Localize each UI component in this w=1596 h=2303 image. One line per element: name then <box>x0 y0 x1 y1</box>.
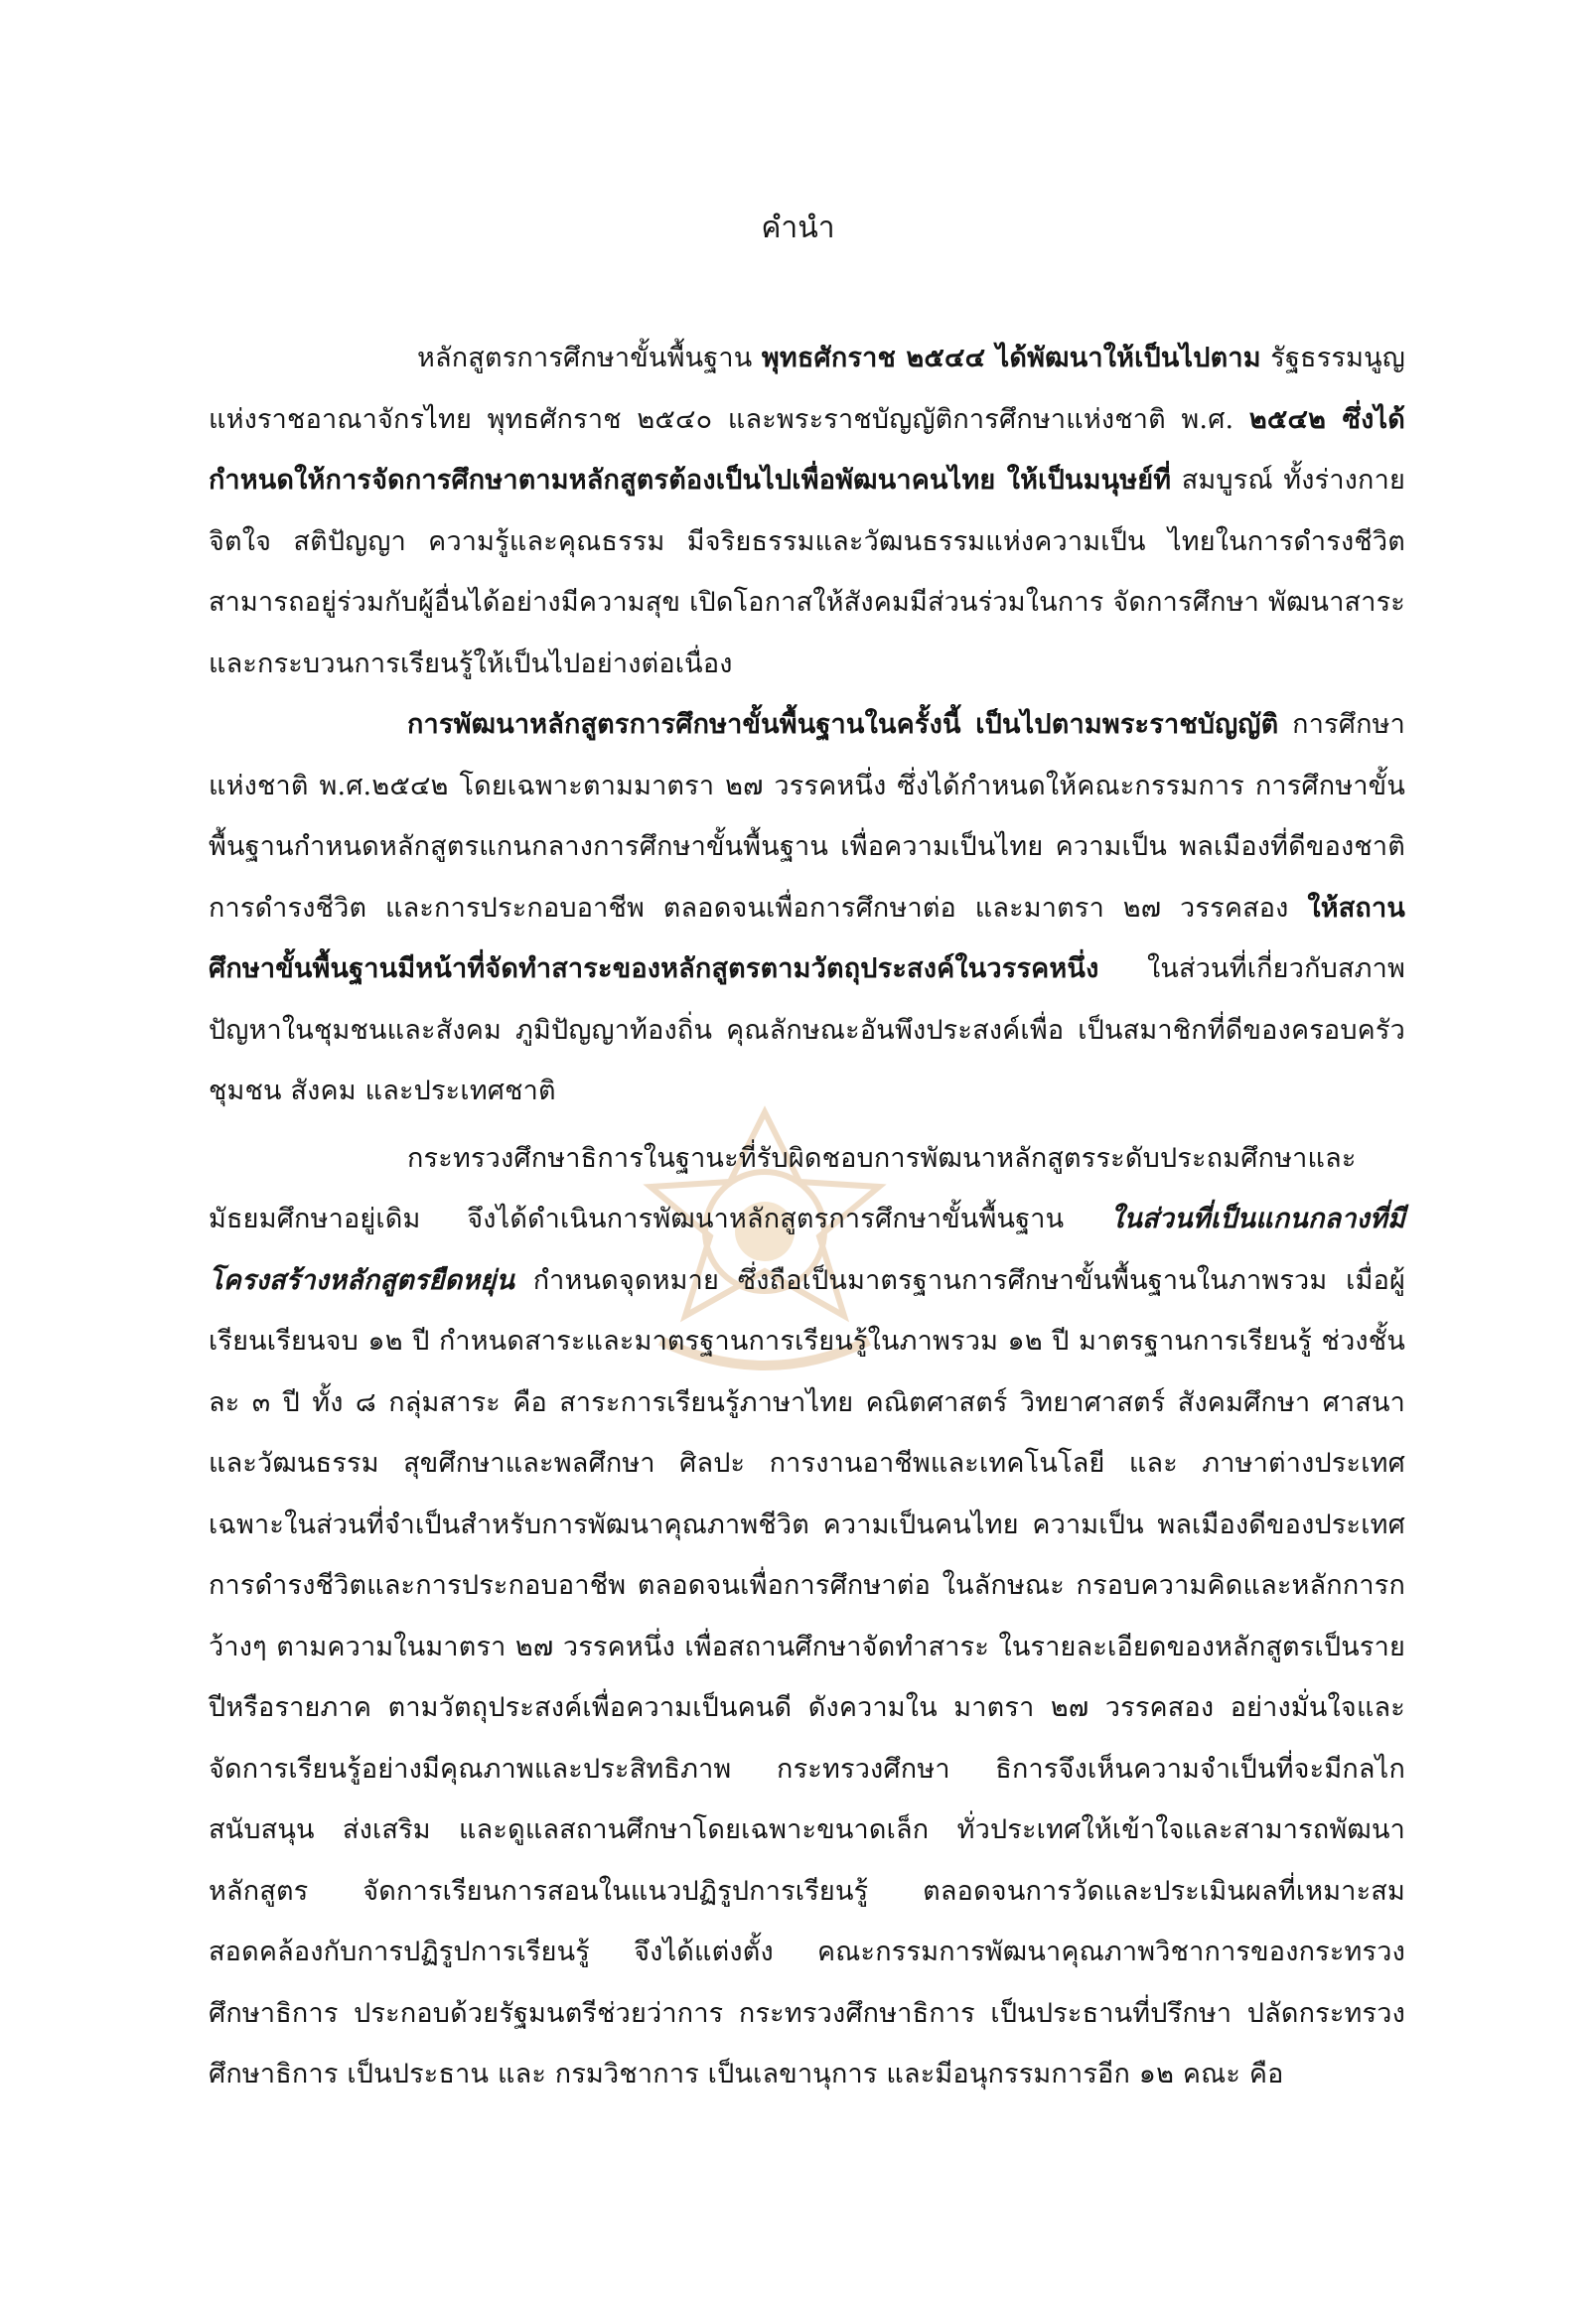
paragraph-2-segment-4: ในส่วนที่เกี่ยวกับสภาพปัญหาในชุมชนและสังคม ภูมิปัญญาท้องถิ่น คุณลักษณะอันพึงประสงค์เพื่อ เป็นสมาชิกที่ดีของครอบครัว ชุมชน สังคม และประเทศชาติ <box>209 953 1405 1106</box>
paragraph-1-segment-4: ๒๕๔๒ ซึ่งได้กำหนดให้การจัดการศึกษาตามหลักสูตรต้องเป็นไปเพื่อพัฒนาคนไทย ให้เป็นมนุษย์ที่ <box>209 403 1405 496</box>
paragraph-3-segment-1: กระทรวงศึกษาธิการในฐานะที่รับผิดชอบการพัฒนาหลักสูตรระดับประถมศึกษาและ มัธยมศึกษาอยู่เดิม จึงได้ดำเนินการพัฒนาหลักสูตรการศึกษาขั้นพื้นฐาน <box>209 1142 1357 1234</box>
paragraph-1-segment-3: รัฐธรรมนูญแห่งราชอาณาจักรไทย พุทธศักราช ๒๕๔๐ และพระราชบัญญัติการศึกษาแห่งชาติ พ.ศ. <box>209 343 1405 435</box>
paragraph-1-segment-5: สมบูรณ์ ทั้งร่างกาย จิตใจ สติปัญญา ความรู้และคุณธรรม มีจริยธรรมและวัฒนธรรมแห่งความเป็น ไทยในการดำรงชีวิต สามารถอยู่ร่วมกับผู้อื่นได้อย่างมีความสุข เปิดโอกาสให้สังคมมีส่วนร่วมในการ จัดการศึกษา พัฒนาสาระ และกระบวนการเรียนรู้ให้เป็นไปอย่างต่อเนื่อง <box>209 465 1405 679</box>
paragraph-3-segment-3: กำหนดจุดหมาย ซึ่งถือเป็นมาตรฐานการศึกษาขั้นพื้นฐานในภาพรวม เมื่อผู้เรียนเรียนจบ ๑๒ ปี กำหนดสาระและมาตรฐานการเรียนรู้ในภาพรวม ๑๒ ปี มาตรฐานการเรียนรู้ ช่วงชั้นละ ๓ ปี ทั้ง ๘ กลุ่มสาระ คือ สาระการเรียนรู้ภาษาไทย คณิตศาสตร์ วิทยาศาสตร์ สังคมศึกษา ศาสนาและวัฒนธรรม สุขศึกษาและพลศึกษา ศิลปะ การงานอาชีพและเทคโนโลยี และ ภาษาต่างประเทศ เฉพาะในส่วนที่จำเป็นสำหรับการพัฒนาคุณภาพชีวิต ความเป็นคนไทย ความเป็น พลเมืองดีของประเทศ การดำรงชีวิตและการประกอบอาชีพ ตลอดจนเพื่อการศึกษาต่อ ในลักษณะ กรอบความคิดและหลักการกว้างๆ ตามความในมาตรา ๒๗ วรรคหนึ่ง เพื่อสถานศึกษาจัดทำสาระ ในรายละเอียดของหลักสูตรเป็นรายปีหรือรายภาค ตามวัตถุประสงค์เพื่อความเป็นคนดี ดังความใน มาตรา ๒๗ วรรคสอง อย่างมั่นใจและจัดการเรียนรู้อย่างมีคุณภาพและประสิทธิภาพ กระทรวงศึกษา ธิการจึงเห็นความจำเป็นที่จะมีกลไกสนับสนุน ส่งเสริม และดูแลสถานศึกษาโดยเฉพาะขนาดเล็ก ทั่วประเทศให้เข้าใจและสามารถพัฒนาหลักสูตร จัดการเรียนการสอนในแนวปฏิรูปการเรียนรู้ ตลอดจนการวัดและประเมินผลที่เหมาะสมสอดคล้องกับการปฏิรูปการเรียนรู้ จึงได้แต่งตั้ง คณะกรรมการพัฒนาคุณภาพวิชาการของกระทรวงศึกษาธิการ ประกอบด้วยรัฐมนตรีช่วยว่าการ กระทรวงศึกษาธิการ เป็นประธานที่ปรึกษา ปลัดกระทรวงศึกษาธิการ เป็นประธาน และ กรมวิชาการ เป็นเลขานุการ และมีอนุกรรมการอีก ๑๒ คณะ คือ <box>209 1264 1405 2089</box>
paragraph-2 <box>209 694 1405 1122</box>
paragraph-3 <box>209 1128 1405 2105</box>
paragraph-1 <box>209 328 1405 694</box>
document-body <box>209 328 1405 2105</box>
paragraph-2-segment-3: ให้สถานศึกษาขั้นพื้นฐานมีหน้าที่จัดทำสาระของหลักสูตรตามวัตถุประสงค์ในวรรคหนึ่ง <box>209 892 1405 984</box>
paragraph-2-segment-2: การศึกษาแห่งชาติ พ.ศ.๒๕๔๒ โดยเฉพาะตามมาตรา ๒๗ วรรคหนึ่ง ซึ่งได้กำหนดให้คณะกรรมการ การศึกษาขั้นพื้นฐานกำหนดหลักสูตรแกนกลางการศึกษาขั้นพื้นฐาน เพื่อความเป็นไทย ความเป็น พลเมืองที่ดีของชาติ การดำรงชีวิต และการประกอบอาชีพ ตลอดจนเพื่อการศึกษาต่อ และมาตรา ๒๗ วรรคสอง <box>209 709 1405 924</box>
page-title: คำนำ <box>761 211 835 245</box>
paragraph-1-segment-1: หลักสูตรการศึกษาขั้นพื้นฐาน <box>417 343 762 373</box>
paragraph-2-segment-1: การพัฒนาหลักสูตรการศึกษาขั้นพื้นฐานในครั้งนี้ เป็นไปตามพระราชบัญญัติ <box>407 709 1279 740</box>
paragraph-3-segment-2: ในส่วนที่เป็นแกนกลางที่มี โครงสร้างหลักสูตรยืดหยุ่น <box>209 1204 1405 1296</box>
paragraph-1-segment-2: พุทธศักราช ๒๕๔๔ ได้พัฒนาให้เป็นไปตาม <box>761 343 1261 373</box>
